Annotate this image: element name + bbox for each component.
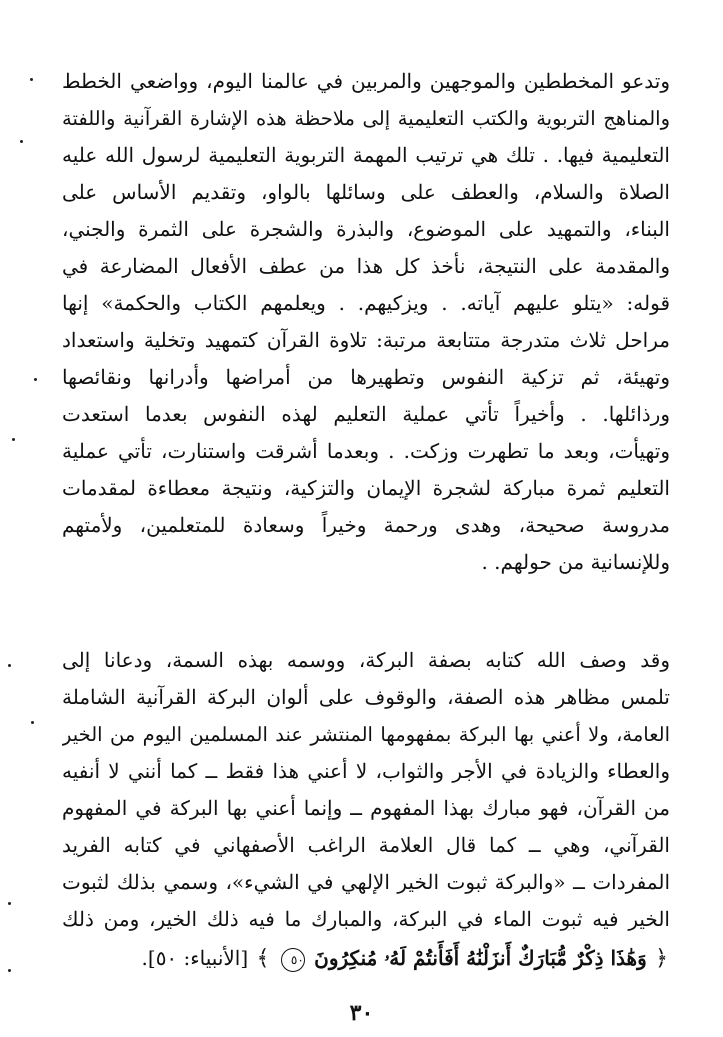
text-line: تلمس مظاهر هذه الصفة، والوقوف على ألوان البركة القرآنية الشاملة <box>62 685 670 709</box>
text-line: وتهيأت، وبعد ما تطهرت وزكت. . وبعدما أشرقت واستنارت، تأتي عملية <box>62 439 670 463</box>
text-line: وتدعو المخططين والموجهين والمربين في عالمنا اليوم، وواضعي الخطط <box>62 69 670 93</box>
margin-speck <box>34 378 37 381</box>
text-line: وتهيئة، ثم تزكية النفوس وتطهيرها من أمراضها وأدرانها ونقائصها <box>62 365 670 389</box>
text-line: ورذائلها. . وأخيراً تأتي عملية التعليم لهذه النفوس بعدما استعدت <box>62 402 670 426</box>
text-line: المفردات ــ «والبركة ثبوت الخير الإلهي في الشيء»، وسمي بذلك لثبوت <box>62 870 670 894</box>
text-line: قوله: «يتلو عليهم آياته. . ويزكيهم. . ويعلمهم الكتاب والحكمة» إنها <box>62 291 670 315</box>
page-number: ٣٠ <box>349 1000 374 1026</box>
margin-speck <box>30 78 33 81</box>
margin-speck <box>8 969 11 972</box>
quran-verse-text: وَهَٰذَا ذِكْرٌ مُّبَارَكٌ أَنزَلْنَٰهُ أَفَأَنتُمْ لَهُۥ مُنكِرُونَ <box>314 946 647 970</box>
quran-verse-line <box>62 938 670 978</box>
quran-open-bracket: ﴿ <box>655 946 668 971</box>
text-line: مدروسة صحيحة، وهدى ورحمة وخيراً وسعادة للمتعلمين، ولأمتهم <box>62 513 670 537</box>
margin-speck <box>8 902 11 905</box>
text-line: التعليم ثمرة مباركة لشجرة الإيمان والتزكية، ونتيجة معطاءة لمقدمات <box>62 476 670 500</box>
text-line: البناء، والتمهيد على الموضوع، والبذرة والشجرة على الثمرة والجني، <box>62 217 670 241</box>
text-line: وقد وصف الله كتابه بصفة البركة، ووسمه بهذه السمة، ودعانا إلى <box>62 648 670 672</box>
text-line: من القرآن، فهو مبارك بهذا المفهوم ــ وإنما أعني بها البركة في المفهوم <box>62 796 670 820</box>
quran-citation: [الأنبياء: ٥٠]. <box>141 946 249 970</box>
paragraph-2 <box>62 642 670 978</box>
text-line: مراحل ثلاث متدرجة متتابعة مرتبة: تلاوة القرآن كتمهيد وتخلية واستعداد <box>62 328 670 352</box>
margin-speck <box>31 721 34 724</box>
verse-number-marker: ٥٠ <box>281 948 305 972</box>
paragraph-1 <box>62 63 670 581</box>
quran-close-bracket: ﴾ <box>256 946 270 971</box>
text-line: التعليمية فيها. . تلك هي ترتيب المهمة التربوية التعليمية لرسول الله عليه <box>62 143 670 167</box>
text-line: القرآني، وهي ــ كما قال العلامة الراغب الأصفهاني في كتابه الفريد <box>62 833 670 857</box>
text-line: وللإنسانية من حولهم. . <box>481 550 670 574</box>
margin-speck <box>8 664 11 667</box>
text-line: الخير فيه ثبوت الماء في البركة، والمبارك ما فيه ذلك الخير، ومن ذلك <box>62 907 670 931</box>
margin-speck <box>20 140 23 143</box>
text-line: والمقدمة على النتيجة، نأخذ كل هذا من عطف الأفعال المضارعة في <box>62 254 670 278</box>
text-line: الصلاة والسلام، والعطف على وسائلها بالواو، وتقديم الأساس على <box>62 180 670 204</box>
text-line: العامة، ولا أعني بها البركة بمفهومها المنتشر عند المسلمين اليوم من الخير <box>62 723 670 746</box>
text-line: والعطاء والزيادة في الأجر والثواب، لا أعني هذا فقط ــ كما أنني لا أنفيه <box>62 759 670 783</box>
text-line: والمناهج التربوية والكتب التعليمية إلى ملاحظة هذه الإشارة القرآنية واللفتة <box>62 107 670 130</box>
margin-speck <box>12 438 15 441</box>
